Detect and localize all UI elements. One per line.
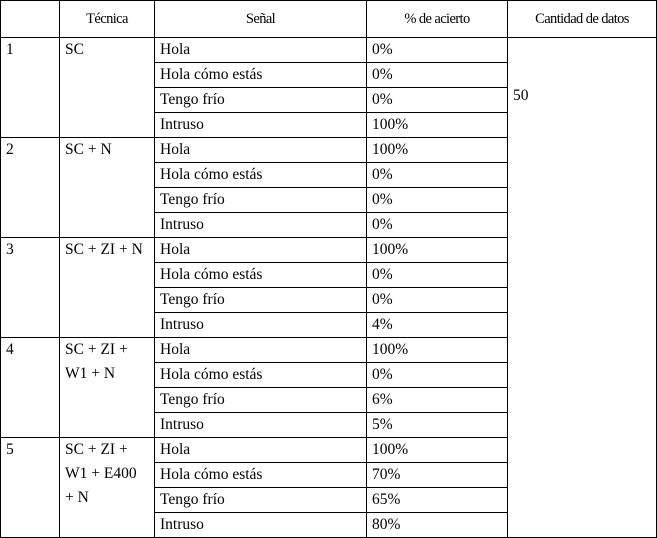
signal-cell: Hola cómo estás	[155, 463, 367, 488]
signal-cell: Hola	[155, 238, 367, 263]
signal-cell: Intruso	[155, 513, 367, 538]
accuracy-cell: 80%	[367, 513, 508, 538]
accuracy-cell: 0%	[367, 263, 508, 288]
accuracy-cell: 0%	[367, 88, 508, 113]
accuracy-cell: 0%	[367, 363, 508, 388]
technique-label: SC + ZI + W1 + N	[65, 341, 128, 382]
header-technique: Técnica	[60, 1, 155, 38]
accuracy-cell: 100%	[367, 238, 508, 263]
accuracy-cell: 100%	[367, 113, 508, 138]
technique-name	[60, 338, 155, 438]
signal-cell: Hola cómo estás	[155, 163, 367, 188]
signal-cell: Hola	[155, 38, 367, 63]
accuracy-cell: 0%	[367, 188, 508, 213]
header-accuracy: % de acierto	[367, 1, 508, 38]
accuracy-cell: 0%	[367, 213, 508, 238]
signal-cell: Intruso	[155, 113, 367, 138]
signal-cell: Tengo frío	[155, 188, 367, 213]
signal-cell: Intruso	[155, 313, 367, 338]
technique-number: 3	[1, 238, 60, 338]
accuracy-cell: 0%	[367, 38, 508, 63]
signal-cell: Intruso	[155, 213, 367, 238]
accuracy-cell: 100%	[367, 138, 508, 163]
technique-number: 4	[1, 338, 60, 438]
signal-cell: Tengo frío	[155, 88, 367, 113]
signal-cell: Tengo frío	[155, 388, 367, 413]
header-signal: Señal	[155, 1, 367, 38]
signal-cell: Intruso	[155, 413, 367, 438]
data-amount-cell: 50	[508, 38, 657, 538]
accuracy-cell: 6%	[367, 388, 508, 413]
technique-name	[60, 138, 155, 238]
technique-number: 5	[1, 438, 60, 538]
accuracy-cell: 4%	[367, 313, 508, 338]
technique-label: SC + N	[65, 141, 112, 158]
technique-number: 2	[1, 138, 60, 238]
accuracy-cell: 0%	[367, 288, 508, 313]
technique-name	[60, 438, 155, 538]
signal-cell: Hola	[155, 438, 367, 463]
header-number	[1, 1, 60, 38]
signal-cell: Hola cómo estás	[155, 63, 367, 88]
technique-name	[60, 238, 155, 338]
accuracy-cell: 0%	[367, 163, 508, 188]
technique-label: SC + ZI + N	[65, 241, 143, 258]
accuracy-cell: 0%	[367, 63, 508, 88]
accuracy-cell: 5%	[367, 413, 508, 438]
accuracy-cell: 65%	[367, 488, 508, 513]
signal-cell: Hola	[155, 138, 367, 163]
header-data-amount: Cantidad de datos	[508, 1, 657, 38]
accuracy-cell: 100%	[367, 338, 508, 363]
signal-cell: Tengo frío	[155, 288, 367, 313]
signal-cell: Hola cómo estás	[155, 363, 367, 388]
header-row	[1, 1, 657, 38]
table-row	[1, 38, 657, 63]
technique-label: SC	[65, 41, 84, 58]
technique-name	[60, 38, 155, 138]
accuracy-cell: 100%	[367, 438, 508, 463]
accuracy-cell: 70%	[367, 463, 508, 488]
signal-cell: Hola cómo estás	[155, 263, 367, 288]
technique-label: SC + ZI + W1 + E400 + N	[65, 441, 137, 506]
table-body	[1, 38, 657, 538]
signal-cell: Hola	[155, 338, 367, 363]
technique-number: 1	[1, 38, 60, 138]
signal-cell: Tengo frío	[155, 488, 367, 513]
